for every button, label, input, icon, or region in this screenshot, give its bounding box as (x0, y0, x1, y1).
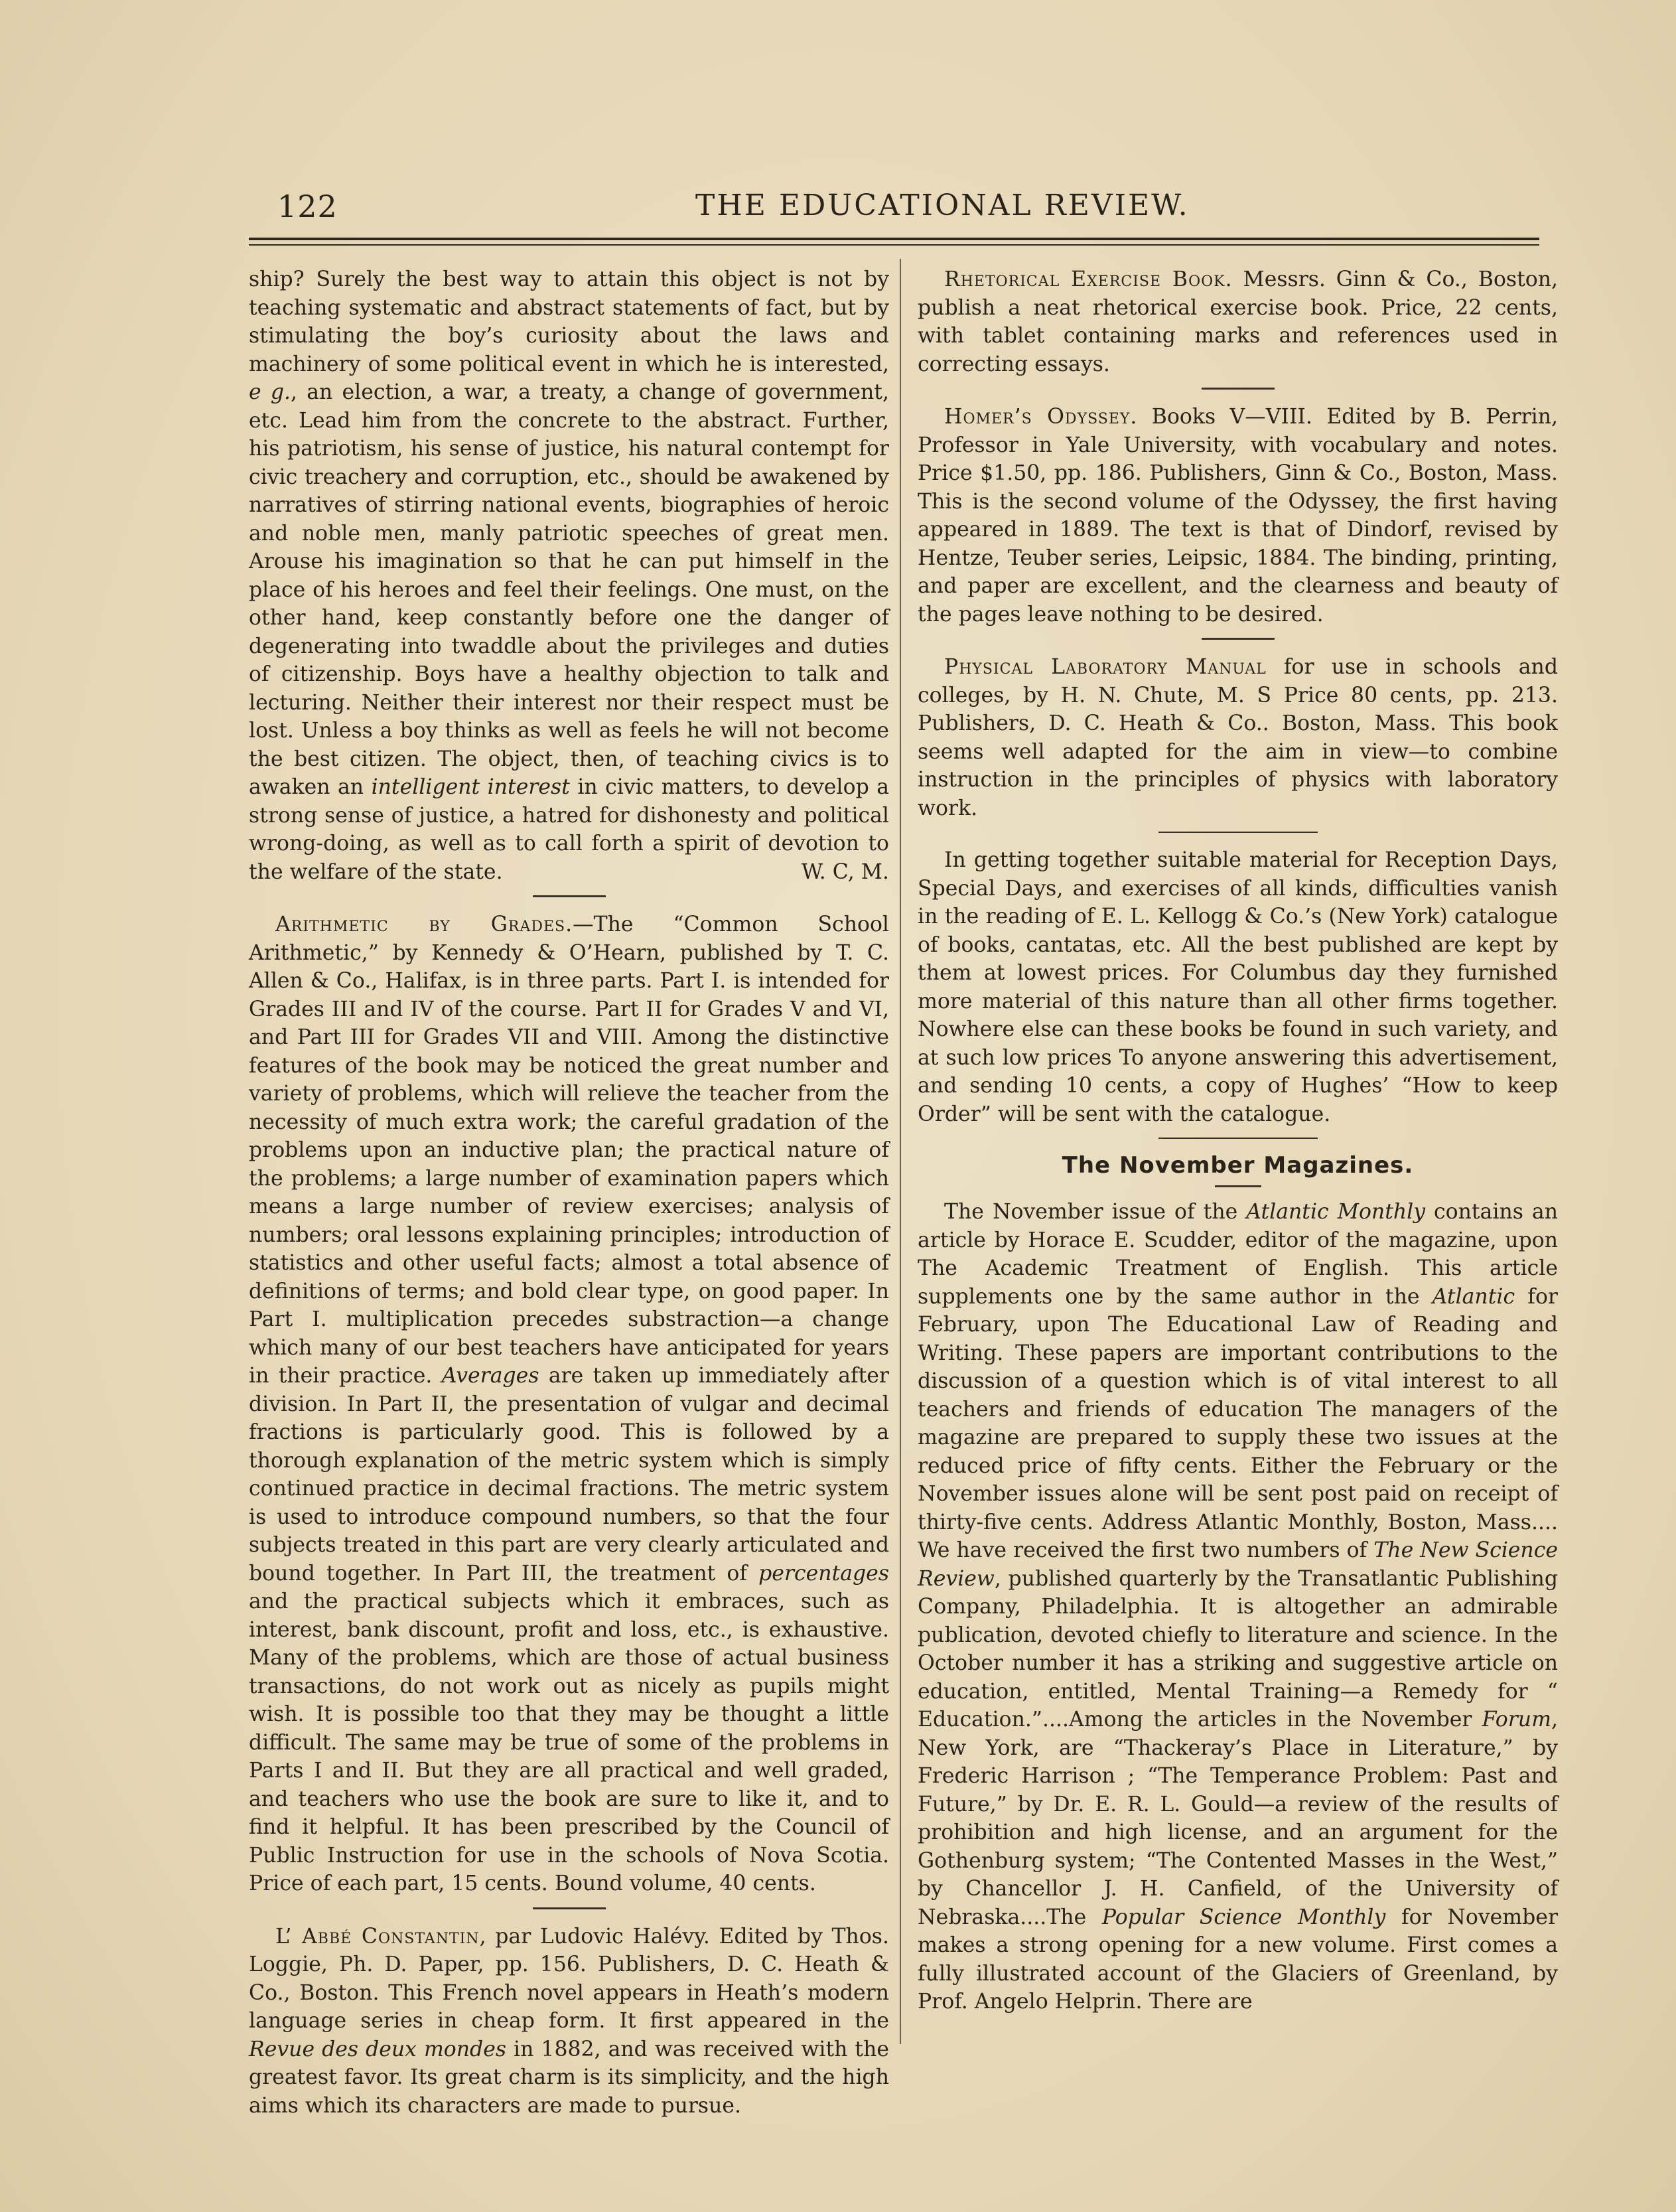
column-divider (900, 259, 901, 2044)
magazines-atlantic: Atlantic Monthly (1246, 1200, 1426, 1224)
magazines-paragraph (918, 1198, 1558, 2016)
separator-rule (533, 895, 606, 897)
arithmetic-heading: Arithmetic by Grades. (275, 913, 573, 936)
civics-emphasis: intelligent interest (371, 775, 570, 799)
separator-rule (533, 1907, 606, 1909)
rhetorical-review (918, 265, 1558, 378)
abbe-text-2: in 1882, and was received with the greatest favor. Its great charm is its simplicity, and the high aims which its characters are made to pursue. (249, 2037, 889, 2118)
separator-rule (1158, 1138, 1318, 1139)
magazines-forum: Forum (1482, 1708, 1551, 1732)
rhetorical-text: Messrs. Ginn & Co., Boston, publish a neat rhetorical exercise book. Price, 22 cents, with tablet containing marks and references used in correcting essays. (918, 267, 1559, 376)
right-column (918, 265, 1558, 2016)
page-number: 122 (277, 188, 338, 224)
rhetorical-heading: Rhetorical Exercise Book. (944, 267, 1233, 291)
magazines-text-2: contains an article by Horace E. Scudder, editor of the magazine, upon The Academic Treatment of English. This article supplements one by the same author in the (918, 1200, 1558, 1309)
separator-rule (1158, 832, 1318, 833)
abbe-text-1: , par Ludovic Halévy. Edited by Thos. Loggie, Ph. D. Paper, pp. 156. Publishers, D. C. Heath & Co., Boston. This French novel appears in Heath’s modern language series in cheap form. It first appeared in the (249, 1924, 889, 2033)
kellogg-advert: In getting together suitable material for Reception Days, Special Days, and exercises of all kinds, difficulties vanish in the reading of E. L. Kellogg & Co.’s (New York) catalogue of books, cantatas, etc. All the best published are kept by them at lowest prices. For Columbus day they furnished more material of this nature than all other firms together. Nowhere else can these books be found in such variety, and at such low prices To anyone answering this advertisement, and sending 10 cents, a copy of Hughes’ “How to keep Order” will be sent with the catalogue. (918, 848, 1558, 1126)
civics-text-2: , an election, a war, a treaty, a change of government, etc. Lead him from the concrete to the abstract. Further, his patriotism, his sense of justice, his natural contempt for civic treachery and corruption, etc., should be awakened by narratives of stirring national events, biographies of heroic and noble men, manly patriotic speeches of great men. Arouse his imagination so that he can put himself in the place of his heroes and feel their feelings. One must, on the other hand, keep constantly before one the danger of degenerating into twaddle about the privileges and duties of citizenship. Boys have a healthy objection to talk and lecturing. Neither their interest nor their respect must be lost. Unless a boy thinks as well as feels he will not become the best citizen. The object, then, of teaching civics is to awaken an (249, 380, 889, 799)
arithmetic-text-3: and the practical subjects which it embraces, such as interest, bank discount, profit and loss, etc., is exhaustive. Many of the problems, which are those of actual business transactions, do not work out as nicely as pupils might wish. It is possible too that they may be thought a little difficult. The same may be true of some of the problems in Parts I and II. But they are all practical and well graded, and teachers who use the book are sure to like it, and to find it helpful. It has been prescribed by the Council of Public Instruction for use in the schools of Nova Scotia. Price of each part, 15 cents. Bound volume, 40 cents. (249, 1589, 889, 1895)
civics-eg: e g. (249, 380, 291, 404)
magazines-atlantic-2: Atlantic (1432, 1284, 1515, 1309)
arithmetic-review (249, 911, 889, 1898)
left-column (249, 265, 889, 2120)
odyssey-heading: Homer’s Odyssey. (944, 405, 1138, 429)
running-head: THE EDUCATIONAL REVIEW. (695, 188, 1190, 222)
magazines-new-science: The New Science Review (918, 1538, 1558, 1591)
magazines-text-5: , New York, are “Thackeray’s Place in Literature,” by Frederic Harrison ; “The Temperance Problem: Past and Future,” by Dr. E. R. L. Gould—a review of the results of prohibition and high license, and an argument for the Gothenburg system; “The Contented Masses in the West,” by Chancellor J. H. Canfield, of the University of Nebraska....The (918, 1708, 1558, 1929)
magazines-text-1: The November issue of the (944, 1200, 1247, 1224)
odyssey-text: Books V—VIII. Edited by B. Perrin, Professor in Yale University, with vocabulary and notes. Price $1.50, pp. 186. Publishers, Ginn & Co., Boston, Mass. This is the second volume of the Odyssey, the first having appeared in 1889. The text is that of Dindorf, revised by Hentze, Teuber series, Leipsic, 1884. The binding, printing, and paper are excellent, and the clearness and beauty of the pages leave nothing to be desired. (918, 405, 1559, 627)
abbe-review (249, 1923, 889, 2120)
separator-rule (1202, 638, 1275, 640)
magazines-text-3: for February, upon The Educational Law of Reading and Writing. These papers are important contributions to the discussion of a question which is of vital interest to all teachers and friends of education The managers of the magazine are prepared to supply these two issues at the reduced price of fifty cents. Either the February or the November issues alone will be sent post paid on receipt of thirty-five cents. Address Atlantic Monthly, Boston, Mass.... We have received the first two numbers of (918, 1284, 1558, 1562)
abbe-heading: L’ Abbé Constantin (275, 1924, 480, 1949)
arithmetic-percentages: percentages (758, 1561, 889, 1585)
civics-text-1: ship? Surely the best way to attain this object is not by teaching systematic and abstract statements of fact, but by stimulating the boy’s curiosity about the laws and machinery of some political event in which he is interested, (249, 267, 889, 376)
civics-signature: W. C, M. (801, 859, 889, 884)
page-header (277, 183, 1538, 230)
arithmetic-text-2: are taken up immediately after division. In Part II, the presentation of vulgar and decimal fractions is particularly good. This is followed by a thorough explanation of the metric system which is simply continued practice in decimal fractions. The metric system is used to introduce compound numbers, so that the four subjects treated in this part are very clearly articulated and bound together. In Part III, the treatment of (249, 1364, 889, 1585)
abbe-revue: Revue des deux mondes (249, 2037, 507, 2061)
header-rule-thin (249, 244, 1539, 246)
civics-paragraph (249, 265, 889, 886)
magazines-popular-science: Popular Science Monthly (1101, 1905, 1386, 1929)
magazines-heading: The November Magazines. (1062, 1152, 1414, 1179)
civics-text-3: in civic matters, to develop a strong sense of justice, a hatred for dishonesty and political wrong-doing, as well as to call forth a spirit of devotion to the welfare of the state. (249, 775, 889, 884)
arithmetic-text-1: —The “Common School Arithmetic,” by Kennedy & O’Hearn, published by T. C. Allen & Co., Halifax, is in three parts. Part I. is intended for Grades III and IV of the course. Part II for Grades V and VI, and Part III for Grades VII and VIII. Among the distinctive features of the book may be noticed the great number and variety of problems, which will relieve the teacher from the necessity of much extra work; the careful gradation of the problems upon an inductive plan; the practical nature of the problems; a large number of examination papers which means a large number of review exercises; analysis of numbers; oral lessons explaining principles; introduction of statistics and other useful facts; almost a total absence of definitions of terms; and bold clear type, on good paper. In Part I. multiplication precedes substraction—a change which many of our best teachers have anticipated for years in their practice. (249, 913, 890, 1388)
header-rule (249, 238, 1539, 240)
separator-rule (1202, 388, 1275, 390)
magazines-text-6: for November makes a strong opening for a new volume. First comes a fully illustrated account of the Glaciers of Greenland, by Prof. Angelo Helprin. There are (918, 1905, 1558, 2014)
physical-heading: Physical Laboratory Manual (944, 655, 1267, 679)
separator-rule (1215, 1185, 1261, 1187)
arithmetic-averages: Averages (441, 1364, 539, 1388)
physical-review (918, 653, 1558, 822)
odyssey-review (918, 403, 1558, 628)
magazines-text-4: , published quarterly by the Transatlantic Publishing Company, Philadelphia. It is altogether an admirable publication, devoted chiefly to literature and science. In the October number it has a striking and suggestive article on education, entitled, Mental Training—a Remedy for “ Education.”....Among the articles in the November (918, 1566, 1558, 1732)
physical-text: for use in schools and colleges, by H. N. Chute, M. S Price 80 cents, pp. 213. Publishers, D. C. Heath & Co.. Boston, Mass. This book seems well adapted for the aim in view—to combine instruction in the principles of physics with laboratory work. (918, 655, 1559, 820)
